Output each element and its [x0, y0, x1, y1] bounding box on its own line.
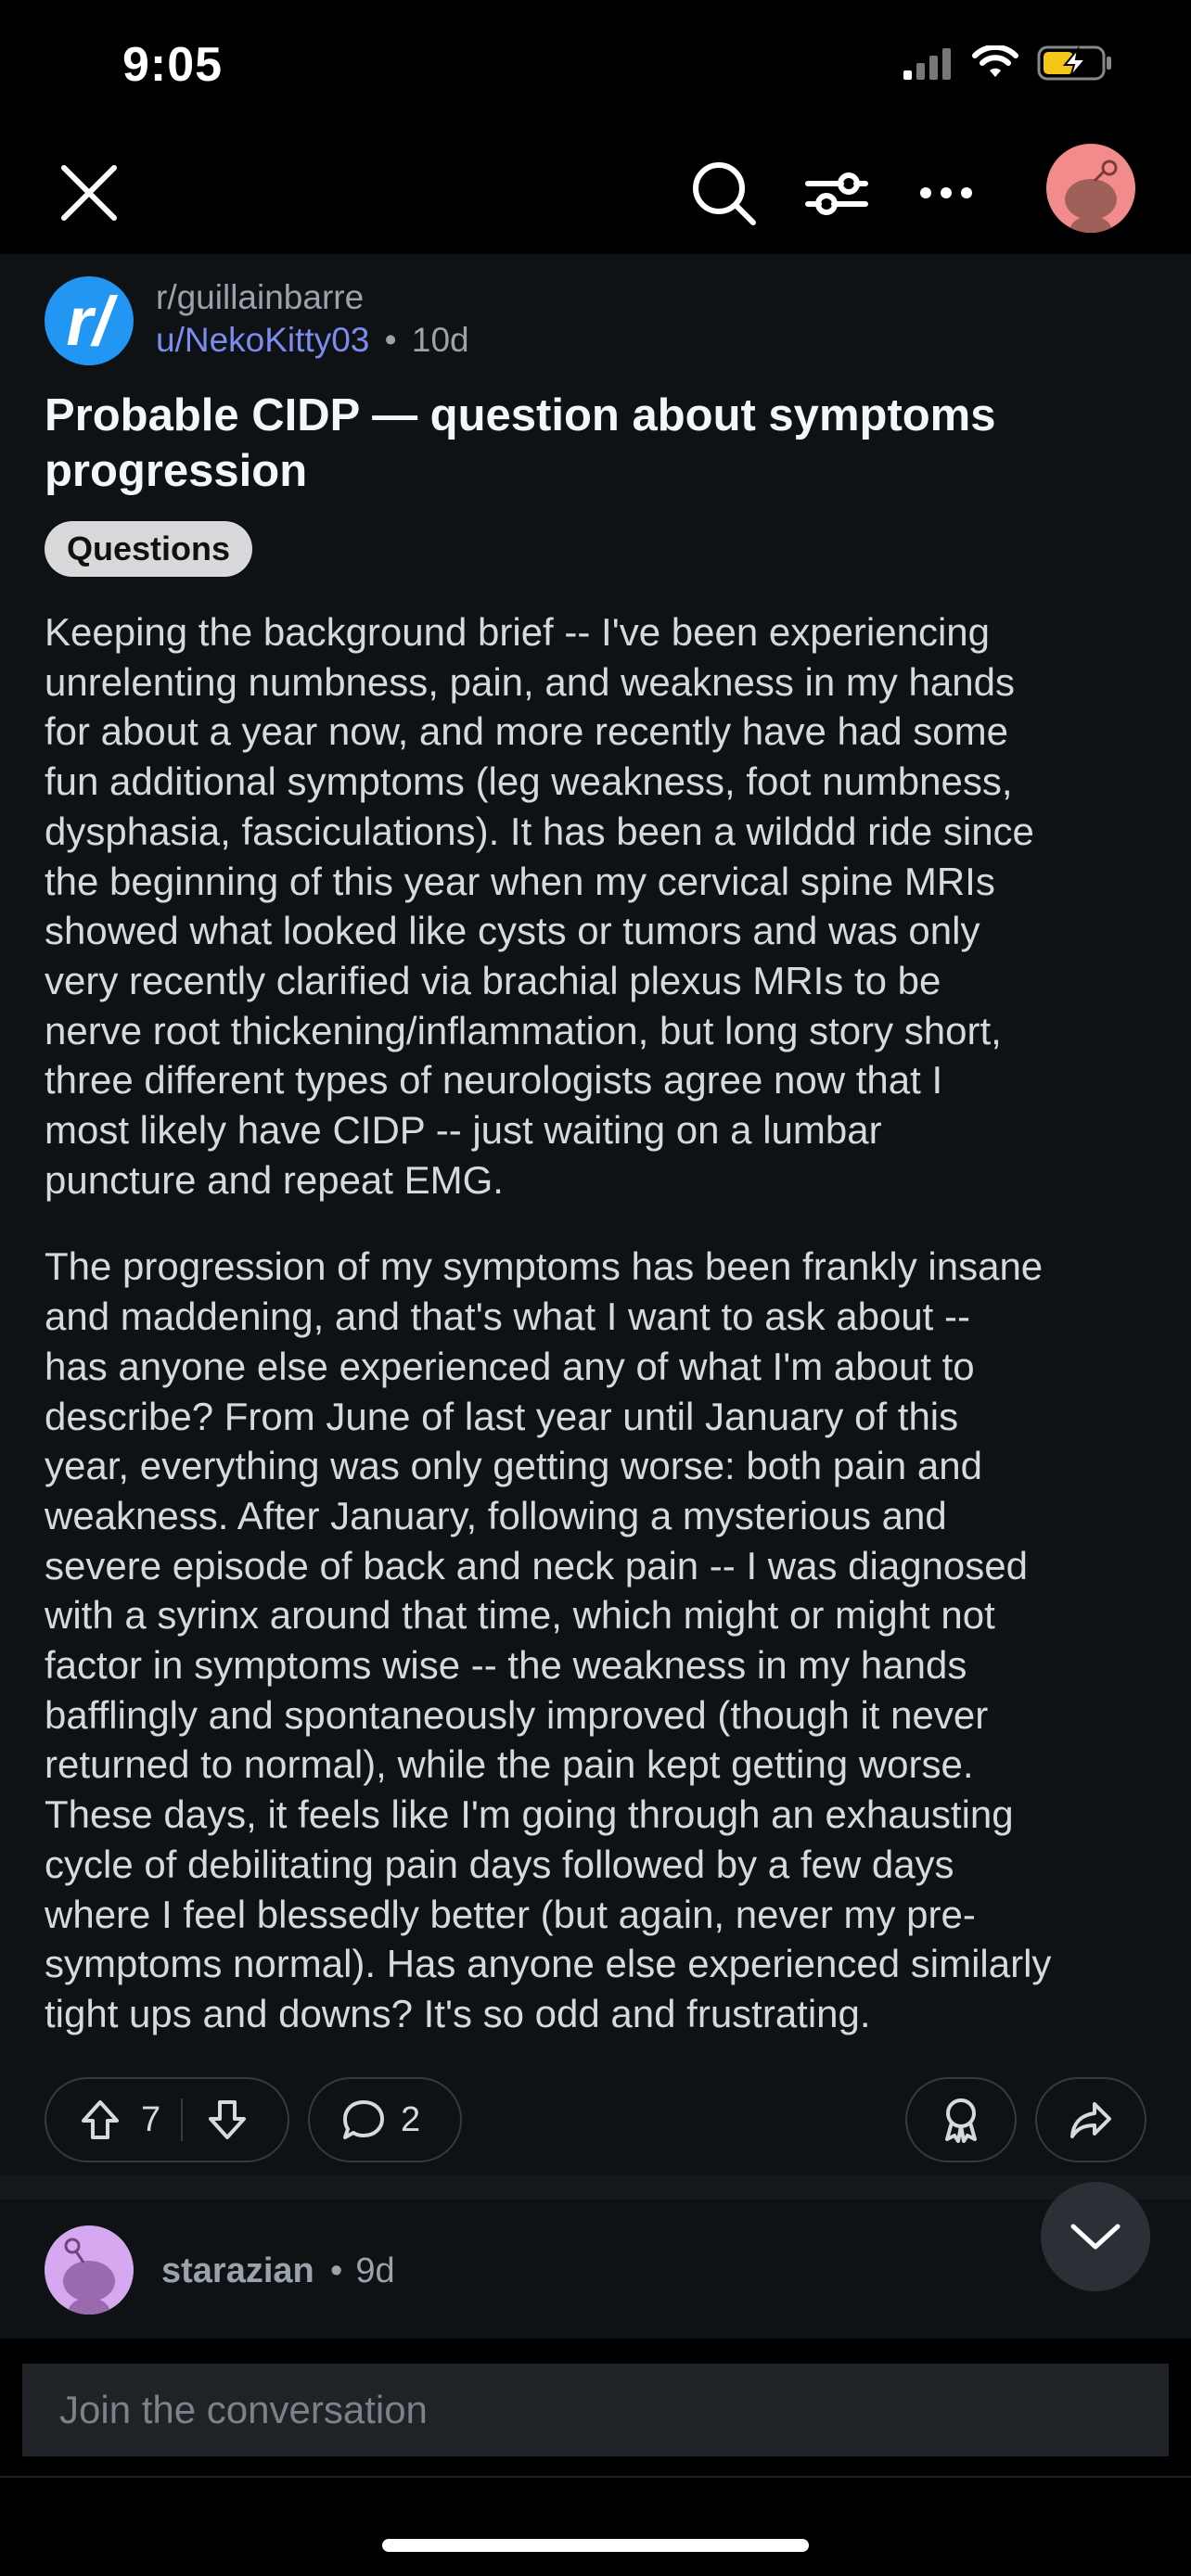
- comment-age: 9d: [355, 2251, 395, 2290]
- downvote-icon: [207, 2098, 248, 2141]
- close-button[interactable]: [52, 156, 126, 230]
- commenter-username[interactable]: starazian: [161, 2251, 314, 2290]
- home-indicator[interactable]: [382, 2539, 809, 2552]
- snoo-avatar-icon: [45, 2225, 134, 2315]
- upvote-icon: [80, 2098, 121, 2141]
- post-paragraph: The progression of my symptoms has been frankly insane and maddening, and that's what I want to ask about -- has anyone else experienced any of what I'm about to describe? From June of last year until January of this year, everything was only getting worse: both pain and weakness. After January, following a mysterious and severe episode of back and neck pain -- I was diagnosed with a syrinx around that time, which might or might not factor in symptoms wise -- the weakness in my hands bafflingly and spontaneously improved (though it never returned to normal), while the pain kept getting worse. These days, it feels like I'm going through an exhausting cycle of debilitating pain days followed by a few days where I feel blessedly better (but again, never my pre- symptoms normal). Has anyone else experienced similarly tight ups and downs? It's so odd and frustrating.: [45, 1244, 1052, 2035]
- search-icon: [690, 159, 757, 226]
- post-body: [45, 607, 1154, 2076]
- comments-button[interactable]: [308, 2077, 462, 2162]
- search-button[interactable]: [685, 154, 762, 232]
- award-icon: [940, 2097, 982, 2143]
- meta-separator: •: [330, 2251, 343, 2290]
- section-divider: [0, 2175, 1191, 2200]
- post-title: Probable CIDP — question about symptoms progression: [45, 390, 996, 496]
- composer-divider: [0, 2476, 1191, 2478]
- chevron-down-icon: [1068, 2221, 1123, 2252]
- comment-count: 2: [401, 2099, 421, 2139]
- comment-icon: [341, 2098, 386, 2141]
- share-icon: [1069, 2100, 1113, 2139]
- post-paragraph: Keeping the background brief -- I've been experiencing unrelenting numbness, pain, and weakness in my hands for about a year now, and more recently have had some fun additional symptoms (leg weakness, foot numbness, dysphasia, fasciculations). It has been a wilddd ride since the beginning of this year when my cervical spine MRIs showed what looked like cysts or tumors and was only very recently clarified via brachial plexus MRIs to be nerve root thickening/inflammation, but long story short, three different types of neurologists agree now that I most likely have CIDP -- just waiting on a lumbar puncture and repeat EMG.: [45, 610, 1034, 1202]
- more-icon: [918, 185, 974, 200]
- post-author[interactable]: u/NekoKitty03: [156, 321, 370, 359]
- sort-button[interactable]: [798, 154, 876, 232]
- wifi-icon: [972, 45, 1018, 81]
- upvote-button[interactable]: [80, 2098, 121, 2141]
- cellular-icon: [902, 46, 954, 80]
- share-button[interactable]: [1035, 2077, 1146, 2162]
- close-icon: [58, 162, 120, 223]
- more-options-button[interactable]: [907, 154, 985, 232]
- comment-meta: [330, 2251, 395, 2291]
- scroll-down-button[interactable]: [1041, 2182, 1150, 2291]
- user-avatar[interactable]: [1046, 144, 1135, 233]
- vote-divider: [181, 2098, 183, 2141]
- post-age: 10d: [411, 321, 469, 359]
- subreddit-icon[interactable]: r/: [45, 276, 134, 365]
- commenter-avatar[interactable]: [45, 2225, 134, 2315]
- status-icons: [902, 45, 1113, 82]
- top-nav-bar: [0, 130, 1191, 254]
- vote-count: 7: [141, 2099, 161, 2139]
- award-button[interactable]: [905, 2077, 1017, 2162]
- sort-icon: [804, 165, 869, 221]
- post-flair[interactable]: Questions: [45, 521, 252, 577]
- status-time: 9:05: [122, 38, 224, 92]
- vote-control: [45, 2077, 289, 2162]
- comment-input[interactable]: Join the conversation: [22, 2364, 1169, 2456]
- subreddit-name[interactable]: r/guillainbarre: [156, 278, 365, 316]
- snoo-avatar-icon: [1046, 144, 1135, 233]
- post-meta: [156, 321, 469, 360]
- downvote-button[interactable]: [207, 2098, 248, 2141]
- battery-icon: [1037, 45, 1113, 82]
- status-bar: [0, 0, 1191, 130]
- meta-separator: •: [384, 321, 397, 359]
